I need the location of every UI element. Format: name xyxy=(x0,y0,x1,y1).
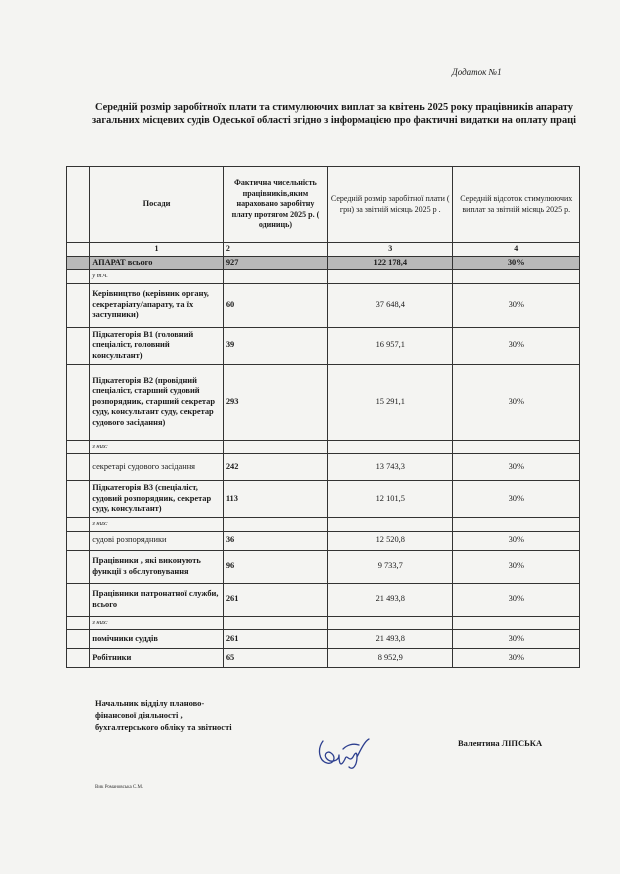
table-row xyxy=(67,454,580,481)
subheading-of: з них: xyxy=(90,616,224,630)
row-salary: 12 101,5 xyxy=(328,481,453,518)
table-row xyxy=(67,283,580,327)
row-label: помічники суддів xyxy=(90,630,224,649)
header-position: Посади xyxy=(90,167,224,243)
row-label: Підкатегорія В2 (провідний спеціаліст, старший судовий розпорядник, старший секретар суду, консультант суду, секретар судового засідання) xyxy=(90,364,224,440)
row-pct: 30% xyxy=(453,583,580,616)
header-bonus: Середній відсоток стимулюючих виплат за звітній місяць 2025 р. xyxy=(453,167,580,243)
row-pct: 30% xyxy=(453,649,580,668)
subheading-row xyxy=(67,270,580,284)
column-number-row xyxy=(67,243,580,257)
row-count: 261 xyxy=(223,583,327,616)
subheading-of: з них: xyxy=(90,518,224,532)
row-pct: 30% xyxy=(453,531,580,550)
header-blank xyxy=(67,167,90,243)
row-pct: 30% xyxy=(453,481,580,518)
row-count: 36 xyxy=(223,531,327,550)
row-count: 96 xyxy=(223,550,327,583)
table-row xyxy=(67,630,580,649)
row-label: Працівники патронатної служби, всього xyxy=(90,583,224,616)
total-salary: 122 178,4 xyxy=(328,256,453,270)
row-salary: 8 952,9 xyxy=(328,649,453,668)
table-header-row xyxy=(67,167,580,243)
column-number-2: 2 xyxy=(223,243,327,257)
total-pct: 30% xyxy=(453,256,580,270)
table-row xyxy=(67,531,580,550)
handwritten-signature xyxy=(313,727,383,775)
column-number-3: 3 xyxy=(328,243,453,257)
table-row xyxy=(67,550,580,583)
row-label: Керівництво (керівник органу, секретаріату/апарату, та їх заступники) xyxy=(90,283,224,327)
subheading-incl: у т.ч. xyxy=(90,270,224,284)
row-salary: 13 743,3 xyxy=(328,454,453,481)
total-label: АПАРАТ всього xyxy=(90,256,224,270)
row-count: 261 xyxy=(223,630,327,649)
subheading-row xyxy=(67,440,580,454)
row-salary: 21 493,8 xyxy=(328,583,453,616)
subheading-of: з них: xyxy=(90,440,224,454)
row-salary: 9 733,7 xyxy=(328,550,453,583)
row-pct: 30% xyxy=(453,327,580,364)
salary-table xyxy=(66,166,580,668)
row-label: Робітники xyxy=(90,649,224,668)
document-title: Середній розмір заробітноїх плати та стимулюючих виплат за квітень 2025 року працівників апарату загальних місцевих судів Одеської області згідно з інформацією про фактичні видатки на оплату праці xyxy=(91,102,577,126)
row-label: Підкатегорія В3 (спеціаліст, судовий розпорядник, секретар суду, консультант) xyxy=(90,481,224,518)
row-count: 242 xyxy=(223,454,327,481)
signer-title: Начальник відділу планово-фінансової діяльності , бухгалтерського обліку та звітності xyxy=(95,698,232,732)
row-count: 293 xyxy=(223,364,327,440)
table-row xyxy=(67,364,580,440)
row-salary: 21 493,8 xyxy=(328,630,453,649)
table-row xyxy=(67,649,580,668)
row-salary: 12 520,8 xyxy=(328,531,453,550)
appendix-label: Додаток №1 xyxy=(452,67,502,77)
row-salary: 16 957,1 xyxy=(328,327,453,364)
total-count: 927 xyxy=(223,256,327,270)
column-number-1: 1 xyxy=(90,243,224,257)
header-count: Фактична чисельність працівників,яким нараховано заробітну плату протягом 2025 р. ( одиниць) xyxy=(223,167,327,243)
row-count: 65 xyxy=(223,649,327,668)
row-label: секретарі судового засідання xyxy=(90,454,224,481)
row-label: Працівники , які виконують функції з обслуговування xyxy=(90,550,224,583)
column-number-4: 4 xyxy=(453,243,580,257)
row-pct: 30% xyxy=(453,364,580,440)
row-label: судові розпорядники xyxy=(90,531,224,550)
table-row xyxy=(67,327,580,364)
row-count: 39 xyxy=(223,327,327,364)
executor-note: Вик Романовська С.М. xyxy=(95,785,144,790)
row-pct: 30% xyxy=(453,454,580,481)
row-salary: 37 648,4 xyxy=(328,283,453,327)
row-pct: 30% xyxy=(453,283,580,327)
subheading-row xyxy=(67,518,580,532)
row-pct: 30% xyxy=(453,550,580,583)
row-label: Підкатегорія В1 (головний спеціаліст, головний консультант) xyxy=(90,327,224,364)
total-row xyxy=(67,256,580,270)
table-row xyxy=(67,481,580,518)
row-salary: 15 291,1 xyxy=(328,364,453,440)
row-count: 113 xyxy=(223,481,327,518)
signer-name: Валентина ЛІПСЬКА xyxy=(458,738,543,748)
row-count: 60 xyxy=(223,283,327,327)
header-salary: Середній розмір заробітної плати ( грн) за звітній місяць 2025 р . xyxy=(328,167,453,243)
table-row xyxy=(67,583,580,616)
subheading-row xyxy=(67,616,580,630)
row-pct: 30% xyxy=(453,630,580,649)
